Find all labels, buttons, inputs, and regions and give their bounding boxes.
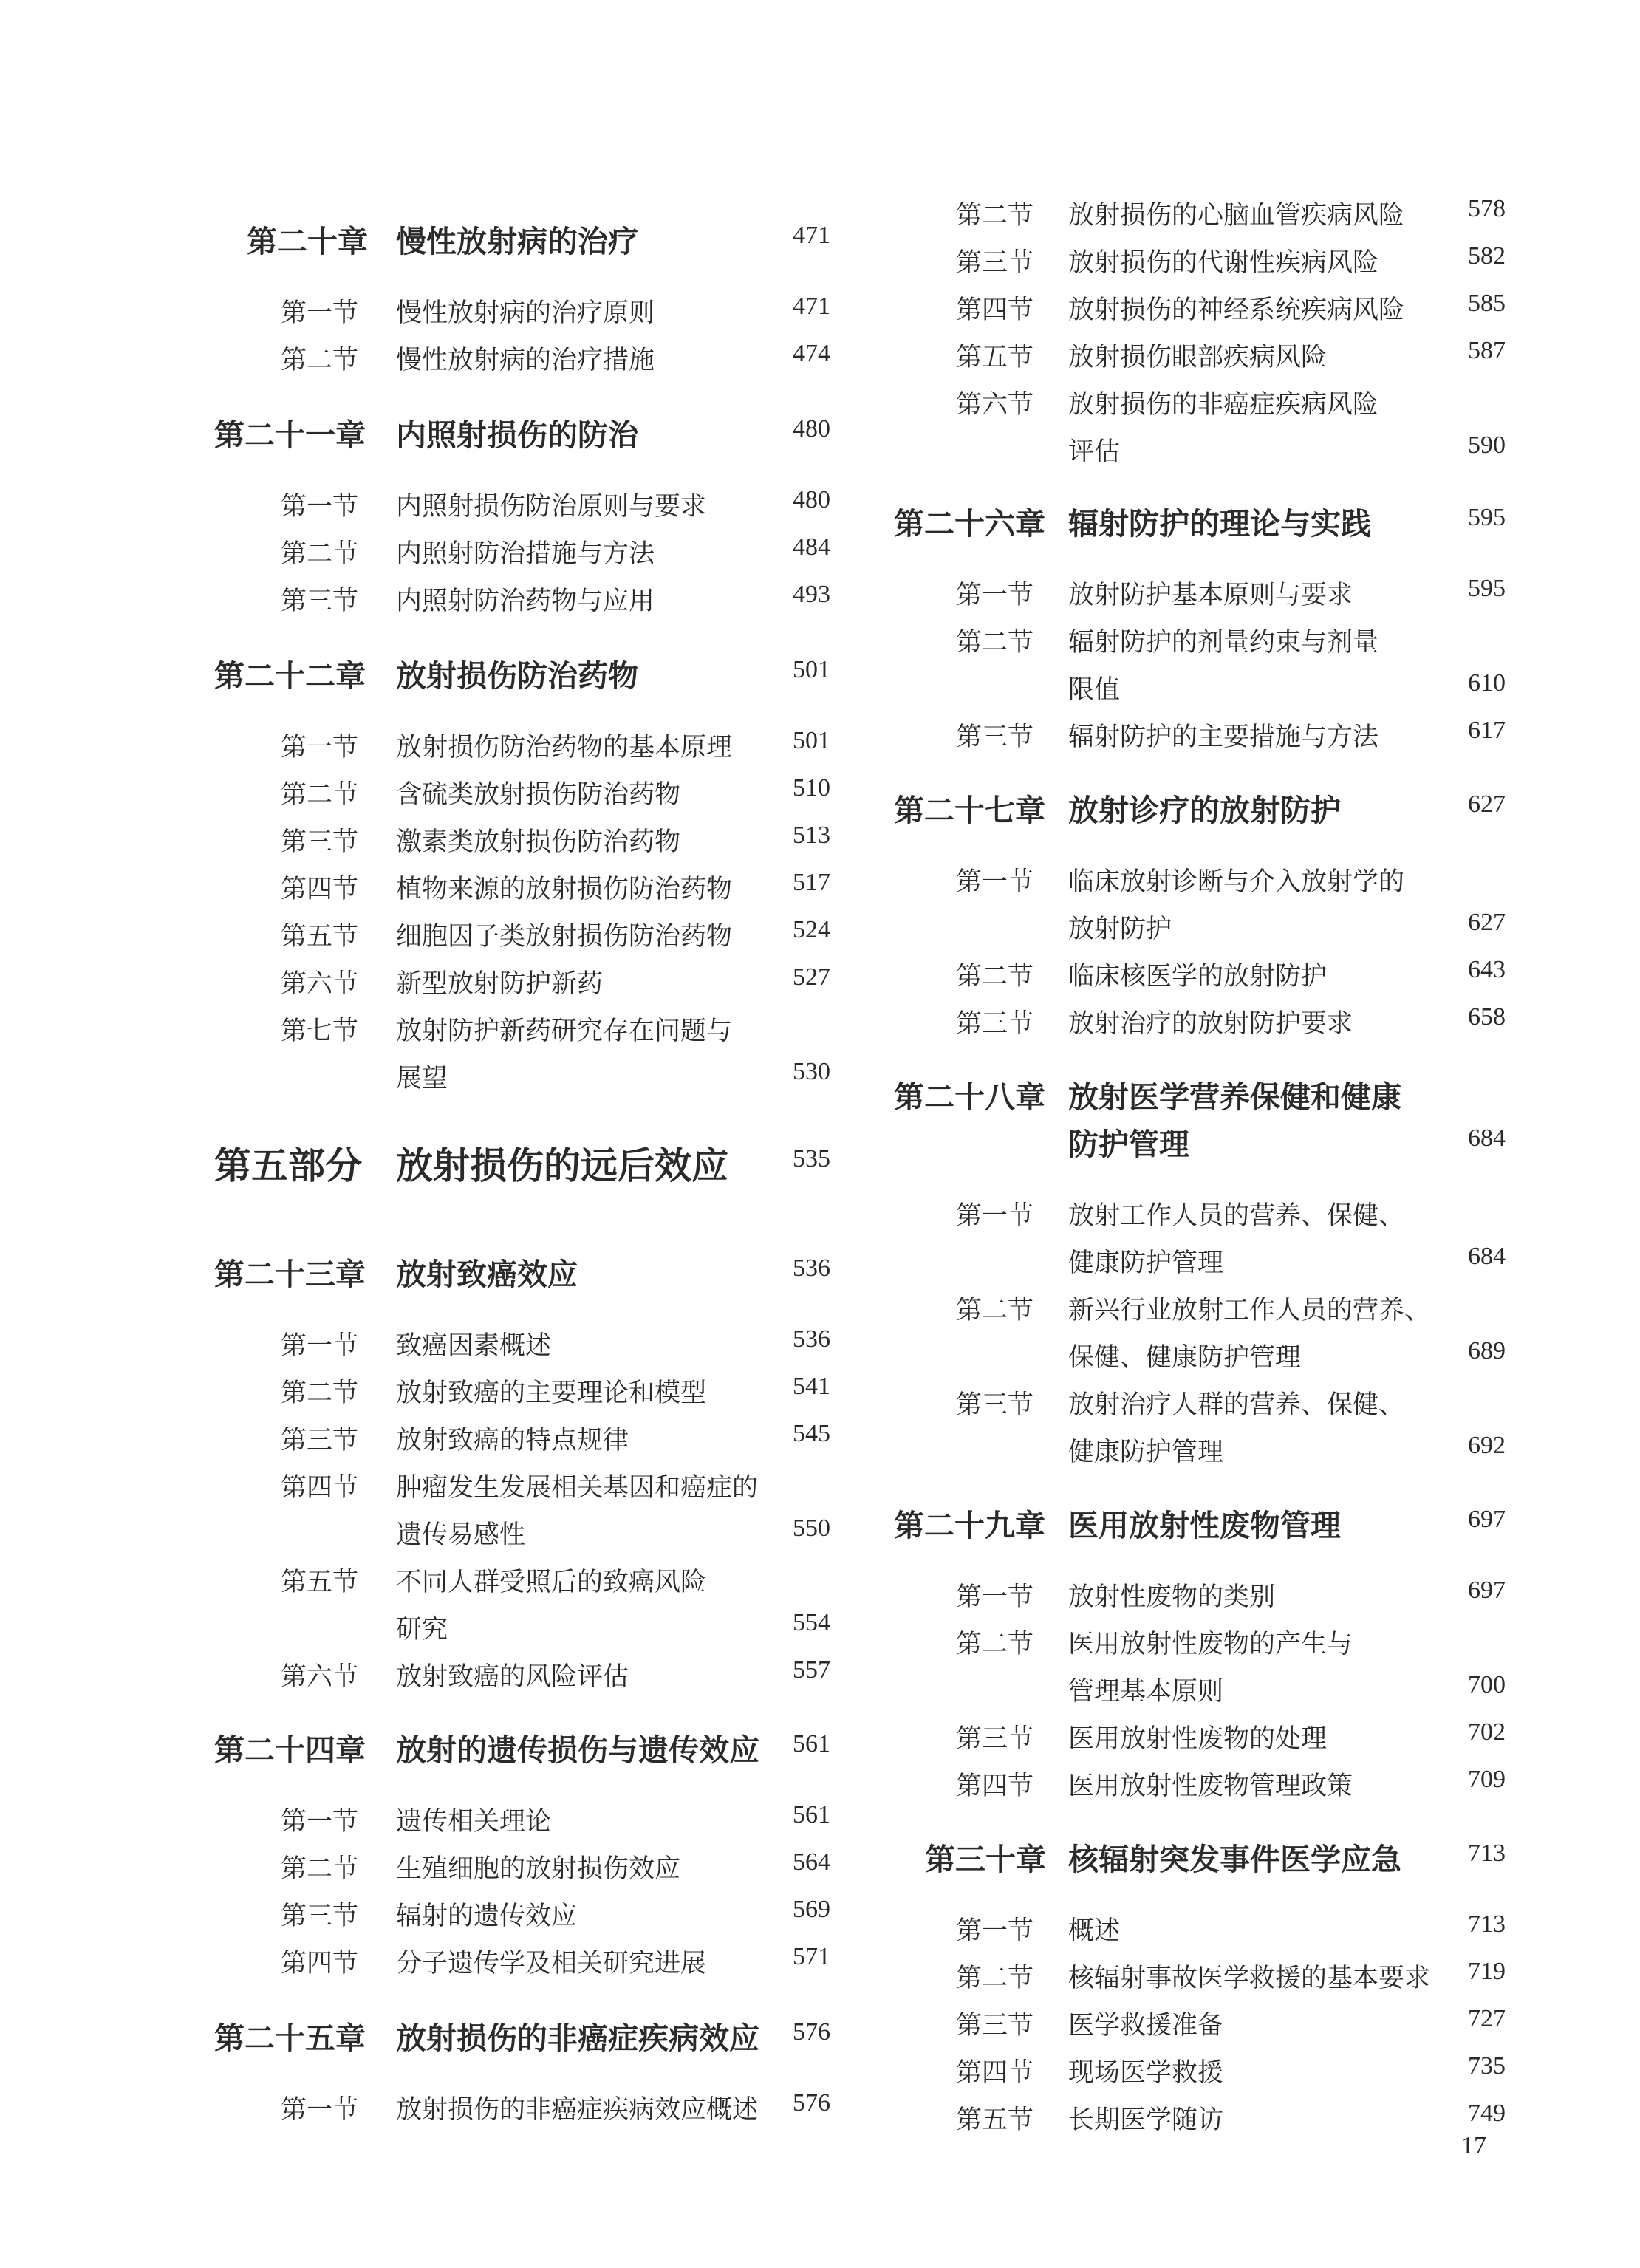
toc-entry-page: 501 [793, 656, 830, 683]
toc-section-row [886, 1569, 1506, 1621]
toc-entry-title: 临床放射诊断与介入放射学的 [1068, 867, 1405, 897]
toc-entry-title: 新兴行业放射工作人员的营养、 [1068, 1296, 1431, 1325]
toc-entry-label: 第二十四章 [214, 1732, 366, 1768]
toc-entry-title: 展望 [396, 1064, 448, 1093]
toc-entry-label: 第二十二章 [214, 658, 366, 694]
toc-entry-page: 617 [1468, 717, 1506, 744]
toc-entry-page: 510 [793, 774, 830, 802]
toc-entry-page: 524 [793, 916, 830, 943]
toc-section-row [214, 956, 830, 1008]
toc-section-row [214, 285, 830, 337]
toc-entry-page: 697 [1468, 1506, 1506, 1533]
toc-chapter-row [214, 2009, 830, 2061]
toc-chapter-row [886, 1497, 1506, 1548]
toc-entry-title: 核辐射事故医学救援的基本要求 [1068, 1964, 1431, 1993]
toc-chapter-row [214, 1246, 830, 1297]
toc-entry-title: 放射工作人员的营养、保健、 [1068, 1201, 1405, 1231]
toc-entry-label: 第二节 [281, 780, 359, 810]
toc-entry-title: 放射致癌的风险评估 [396, 1662, 629, 1692]
toc-entry-label: 第三节 [281, 827, 359, 857]
page-number: 17 [1461, 2132, 1486, 2159]
toc-entry-label: 第三节 [956, 723, 1034, 752]
toc-entry-title: 放射损伤的神经系统疾病风险 [1068, 296, 1405, 325]
toc-entry-title: 放射防护新药研究存在问题与 [396, 1017, 733, 1046]
toc-entry-page: 595 [1468, 575, 1506, 602]
toc-entry-page: 557 [793, 1656, 830, 1684]
toc-entry-title: 医用放射性废物的产生与 [1068, 1630, 1353, 1659]
toc-section-row [886, 615, 1506, 666]
toc-entry-page: 480 [793, 415, 830, 443]
toc-cont-row [214, 1602, 830, 1653]
toc-chcont-row [886, 1116, 1506, 1167]
toc-entry-label: 第五节 [281, 1568, 359, 1597]
toc-entry-page: 684 [1468, 1243, 1506, 1270]
toc-entry-page: 535 [793, 1145, 830, 1172]
toc-entry-title: 内照射损伤的防治 [396, 417, 638, 453]
toc-chapter-row [886, 1831, 1506, 1882]
toc-entry-page: 576 [793, 2089, 830, 2117]
toc-entry-title: 遗传易感性 [396, 1520, 526, 1550]
toc-entry-title: 辐射防护的主要措施与方法 [1068, 723, 1379, 752]
toc-entry-label: 第五节 [956, 343, 1034, 372]
toc-entry-page: 493 [793, 581, 830, 608]
toc-section-row [214, 332, 830, 384]
toc-cont-row [886, 424, 1506, 476]
toc-entry-label: 第二节 [281, 1379, 359, 1408]
toc-entry-title: 放射医学营养保健和健康 [1068, 1079, 1401, 1115]
toc-entry-label: 第四节 [956, 2058, 1034, 2088]
toc-entry-page: 561 [793, 1801, 830, 1828]
toc-entry-title: 放射致癌效应 [396, 1257, 578, 1292]
toc-entry-title: 细胞因子类放射损伤防治药物 [396, 922, 733, 952]
toc-entry-title: 评估 [1068, 437, 1121, 467]
toc-entry-label: 第五节 [281, 922, 359, 952]
toc-entry-title: 放射损伤防治药物的基本原理 [396, 733, 733, 762]
toc-entry-title: 激素类放射损伤防治药物 [396, 827, 681, 857]
toc-entry-page: 480 [793, 486, 830, 513]
toc-entry-label: 第二节 [956, 628, 1034, 657]
toc-entry-title: 管理基本原则 [1068, 1677, 1224, 1707]
toc-section-row [886, 567, 1506, 619]
toc-cont-row [886, 1664, 1506, 1715]
toc-entry-page: 709 [1468, 1766, 1506, 1793]
toc-entry-label: 第三节 [956, 1009, 1034, 1039]
toc-section-row [886, 235, 1506, 287]
toc-section-row [886, 949, 1506, 1000]
toc-entry-title: 辐射防护的理论与实践 [1068, 506, 1371, 542]
toc-entry-title: 分子遗传学及相关研究进展 [396, 1949, 707, 1978]
toc-section-row [886, 1282, 1506, 1334]
toc-section-row [886, 1998, 1506, 2049]
toc-entry-title: 放射损伤的心脑血管疾病风险 [1068, 201, 1405, 230]
toc-entry-label: 第三节 [956, 2011, 1034, 2040]
toc-entry-page: 501 [793, 727, 830, 754]
toc-entry-page: 484 [793, 533, 830, 561]
toc-entry-label: 第一节 [281, 733, 359, 762]
toc-chapter-row [886, 782, 1506, 833]
toc-entry-title: 保健、健康防护管理 [1068, 1343, 1302, 1373]
toc-entry-label: 第一节 [956, 581, 1034, 610]
toc-cont-row [886, 1330, 1506, 1381]
toc-entry-page: 627 [1468, 909, 1506, 936]
toc-entry-page: 587 [1468, 337, 1506, 364]
toc-entry-label: 第四节 [281, 1473, 359, 1503]
toc-entry-title: 不同人群受照后的致癌风险 [396, 1568, 707, 1597]
toc-entry-page: 727 [1468, 2005, 1506, 2032]
toc-entry-page: 561 [793, 1730, 830, 1758]
toc-entry-page: 578 [1468, 195, 1506, 222]
toc-entry-label: 第二节 [281, 346, 359, 375]
toc-entry-label: 第一节 [281, 1807, 359, 1837]
toc-entry-page: 517 [793, 869, 830, 896]
toc-entry-page: 536 [793, 1254, 830, 1282]
toc-entry-label: 第一节 [956, 867, 1034, 897]
toc-entry-page: 550 [793, 1514, 830, 1542]
toc-entry-label: 第二节 [956, 1630, 1034, 1659]
toc-entry-label: 第七节 [281, 1017, 359, 1046]
toc-entry-title: 研究 [396, 1615, 448, 1644]
toc-chapter-row [214, 213, 830, 264]
toc-entry-page: 700 [1468, 1671, 1506, 1698]
toc-entry-label: 第三十章 [925, 1842, 1046, 1877]
toc-entry-title: 放射性废物的类别 [1068, 1582, 1276, 1612]
toc-section-row [214, 1318, 830, 1370]
toc-entry-page: 554 [793, 1609, 830, 1636]
toc-entry-label: 第四节 [956, 1772, 1034, 1801]
toc-section-row [886, 854, 1506, 906]
toc-entry-title: 放射损伤的非癌症疾病效应概述 [396, 2095, 759, 2125]
toc-section-row [214, 1460, 830, 1512]
toc-entry-title: 慢性放射病的治疗措施 [396, 346, 655, 375]
toc-entry-label: 第六节 [281, 1662, 359, 1692]
toc-entry-title: 放射防护 [1068, 915, 1172, 944]
toc-entry-label: 第二十九章 [894, 1508, 1045, 1543]
toc-entry-page: 513 [793, 822, 830, 849]
toc-entry-label: 第一节 [281, 1331, 359, 1361]
toc-chapter-row [214, 647, 830, 699]
toc-entry-page: 643 [1468, 956, 1506, 983]
toc-entry-label: 第四节 [281, 875, 359, 904]
toc-entry-label: 第三节 [956, 248, 1034, 278]
toc-entry-page: 541 [793, 1373, 830, 1400]
toc-entry-title: 放射治疗的放射防护要求 [1068, 1009, 1353, 1039]
toc-entry-label: 第二节 [281, 539, 359, 569]
toc-entry-page: 576 [793, 2018, 830, 2046]
toc-entry-page: 610 [1468, 669, 1506, 697]
toc-entry-label: 第二节 [956, 1296, 1034, 1325]
toc-entry-title: 放射损伤的代谢性疾病风险 [1068, 248, 1379, 278]
toc-entry-label: 第一节 [956, 1582, 1034, 1612]
toc-entry-label: 第五节 [956, 2105, 1034, 2135]
toc-entry-title: 肿瘤发生发展相关基因和癌症的 [396, 1473, 759, 1503]
toc-entry-label: 第二节 [956, 962, 1034, 991]
toc-section-row [214, 909, 830, 960]
toc-entry-label: 第三节 [281, 1902, 359, 1931]
toc-section-row [886, 2092, 1506, 2144]
toc-entry-page: 571 [793, 1943, 830, 1970]
toc-entry-title: 内照射防治药物与应用 [396, 587, 655, 616]
toc-entry-label: 第四节 [956, 296, 1034, 325]
toc-cont-row [886, 1424, 1506, 1476]
toc-entry-title: 放射致癌的主要理论和模型 [396, 1379, 707, 1408]
toc-entry-label: 第二十七章 [894, 793, 1045, 828]
toc-entry-title: 放射治疗人群的营养、保健、 [1068, 1390, 1405, 1420]
toc-entry-label: 第二节 [281, 1854, 359, 1884]
toc-entry-page: 471 [793, 222, 830, 249]
toc-section-row [214, 720, 830, 771]
toc-entry-label: 第一节 [281, 492, 359, 522]
toc-section-row [886, 996, 1506, 1048]
toc-entry-title: 慢性放射病的治疗 [396, 224, 638, 259]
toc-entry-title: 临床核医学的放射防护 [1068, 962, 1328, 991]
toc-entry-title: 健康防护管理 [1068, 1438, 1224, 1467]
toc-entry-page: 684 [1468, 1124, 1506, 1152]
toc-entry-page: 713 [1468, 1840, 1506, 1867]
toc-entry-page: 719 [1468, 1958, 1506, 1985]
toc-chapter-row [886, 495, 1506, 547]
toc-entry-title: 辐射的遗传效应 [396, 1902, 578, 1931]
toc-entry-label: 第二十一章 [214, 417, 366, 453]
toc-entry-title: 放射损伤的非癌症疾病风险 [1068, 390, 1379, 420]
toc-section-row [214, 814, 830, 866]
toc-entry-title: 医学救援准备 [1068, 2011, 1224, 2040]
toc-cont-row [886, 662, 1506, 714]
toc-entry-page: 545 [793, 1420, 830, 1447]
toc-section-row [886, 2045, 1506, 2097]
toc-section-row [214, 573, 830, 625]
toc-entry-title: 防护管理 [1068, 1127, 1189, 1162]
toc-section-row [214, 1365, 830, 1417]
toc-section-row [886, 1711, 1506, 1763]
toc-entry-title: 现场医学救援 [1068, 2058, 1224, 2088]
toc-entry-title: 放射损伤的远后效应 [396, 1144, 728, 1187]
toc-entry-label: 第二节 [956, 1964, 1034, 1993]
toc-entry-page: 590 [1468, 431, 1506, 459]
toc-entry-title: 核辐射突发事件医学应急 [1068, 1842, 1401, 1877]
toc-entry-label: 第一节 [281, 2095, 359, 2125]
toc-entry-label: 第三节 [956, 1724, 1034, 1754]
toc-entry-label: 第一节 [281, 298, 359, 328]
toc-section-row [886, 709, 1506, 761]
toc-entry-page: 713 [1468, 1910, 1506, 1938]
toc-chapter-row [214, 406, 830, 458]
toc-section-row [886, 1950, 1506, 2002]
toc-cont-row [886, 901, 1506, 953]
toc-section-row [886, 188, 1506, 239]
toc-entry-label: 第一节 [956, 1916, 1034, 1946]
toc-entry-title: 长期医学随访 [1068, 2105, 1224, 2135]
toc-cont-row [214, 1051, 830, 1102]
toc-entry-page: 735 [1468, 2052, 1506, 2080]
toc-section-row [214, 861, 830, 913]
toc-entry-label: 第四节 [281, 1949, 359, 1978]
toc-chapter-row [886, 1068, 1506, 1120]
toc-entry-label: 第三节 [956, 1390, 1034, 1420]
toc-entry-label: 第五部分 [214, 1144, 362, 1187]
toc-cont-row [886, 1235, 1506, 1287]
toc-entry-page: 474 [793, 340, 830, 367]
toc-section-row [214, 1554, 830, 1606]
toc-entry-label: 第二十三章 [214, 1257, 366, 1292]
toc-entry-label: 第三节 [281, 1426, 359, 1455]
toc-entry-label: 第二十八章 [894, 1079, 1045, 1115]
toc-section-row [214, 2082, 830, 2134]
toc-section-row [214, 767, 830, 819]
toc-section-row [214, 1649, 830, 1701]
toc-section-row [886, 1188, 1506, 1240]
toc-entry-page: 749 [1468, 2100, 1506, 2127]
toc-entry-title: 健康防护管理 [1068, 1249, 1224, 1278]
toc-section-row [214, 1888, 830, 1940]
toc-entry-title: 放射损伤的非癌症疾病效应 [396, 2021, 759, 2056]
toc-entry-title: 放射防护基本原则与要求 [1068, 581, 1353, 610]
toc-entry-title: 致癌因素概述 [396, 1331, 552, 1361]
toc-section-row [886, 282, 1506, 334]
toc-entry-label: 第二十六章 [894, 506, 1045, 542]
toc-entry-title: 内照射防治措施与方法 [396, 539, 655, 569]
toc-entry-title: 慢性放射病的治疗原则 [396, 298, 655, 328]
toc-section-row [214, 1413, 830, 1464]
toc-entry-label: 第二十章 [247, 224, 368, 259]
toc-entry-page: 530 [793, 1058, 830, 1085]
toc-entry-title: 辐射防护的剂量约束与剂量 [1068, 628, 1379, 657]
toc-section-row [886, 1758, 1506, 1810]
toc-section-row [214, 1794, 830, 1845]
toc-entry-label: 第三节 [281, 587, 359, 616]
toc-entry-page: 658 [1468, 1003, 1506, 1031]
toc-entry-page: 689 [1468, 1337, 1506, 1364]
toc-entry-page: 692 [1468, 1432, 1506, 1459]
toc-section-row [214, 1936, 830, 1987]
toc-entry-label: 第六节 [281, 969, 359, 999]
toc-section-row [886, 1616, 1506, 1668]
toc-entry-page: 536 [793, 1325, 830, 1353]
toc-section-row [214, 479, 830, 530]
toc-entry-title: 限值 [1068, 675, 1121, 705]
toc-entry-title: 内照射损伤防治原则与要求 [396, 492, 707, 522]
toc-section-row [886, 1377, 1506, 1429]
toc-entry-title: 医用放射性废物管理政策 [1068, 1772, 1353, 1801]
toc-entry-title: 医用放射性废物的处理 [1068, 1724, 1328, 1754]
toc-entry-title: 含硫类放射损伤防治药物 [396, 780, 681, 810]
toc-entry-page: 564 [793, 1848, 830, 1876]
toc-entry-title: 放射诊疗的放射防护 [1068, 793, 1341, 828]
toc-part-row [214, 1136, 830, 1188]
toc-entry-title: 概述 [1068, 1916, 1121, 1946]
toc-entry-page: 582 [1468, 242, 1506, 270]
toc-entry-page: 595 [1468, 504, 1506, 531]
toc-cont-row [214, 1507, 830, 1559]
toc-section-row [214, 1003, 830, 1055]
toc-entry-title: 放射损伤眼部疾病风险 [1068, 343, 1328, 372]
toc-entry-label: 第六节 [956, 390, 1034, 420]
toc-section-row [214, 526, 830, 578]
toc-entry-page: 697 [1468, 1577, 1506, 1604]
toc-entry-page: 702 [1468, 1718, 1506, 1746]
toc-entry-label: 第一节 [956, 1201, 1034, 1231]
toc-section-row [214, 1841, 830, 1893]
toc-entry-page: 527 [793, 963, 830, 991]
toc-chapter-row [214, 1721, 830, 1773]
toc-entry-page: 585 [1468, 290, 1506, 317]
toc-entry-title: 放射致癌的特点规律 [396, 1426, 629, 1455]
toc-entry-title: 医用放射性废物管理 [1068, 1508, 1341, 1543]
toc-entry-title: 新型放射防护新药 [396, 969, 604, 999]
toc-entry-label: 第二十五章 [214, 2021, 366, 2056]
toc-entry-title: 植物来源的放射损伤防治药物 [396, 875, 733, 904]
toc-entry-page: 471 [793, 293, 830, 320]
toc-entry-title: 遗传相关理论 [396, 1807, 552, 1837]
toc-entry-page: 627 [1468, 790, 1506, 818]
toc-entry-label: 第二节 [956, 201, 1034, 230]
toc-entry-title: 生殖细胞的放射损伤效应 [396, 1854, 681, 1884]
toc-section-row [886, 329, 1506, 381]
toc-entry-title: 放射损伤防治药物 [396, 658, 638, 694]
toc-section-row [886, 377, 1506, 428]
toc-entry-page: 569 [793, 1896, 830, 1923]
toc-entry-title: 放射的遗传损伤与遗传效应 [396, 1732, 759, 1768]
toc-section-row [886, 1903, 1506, 1955]
